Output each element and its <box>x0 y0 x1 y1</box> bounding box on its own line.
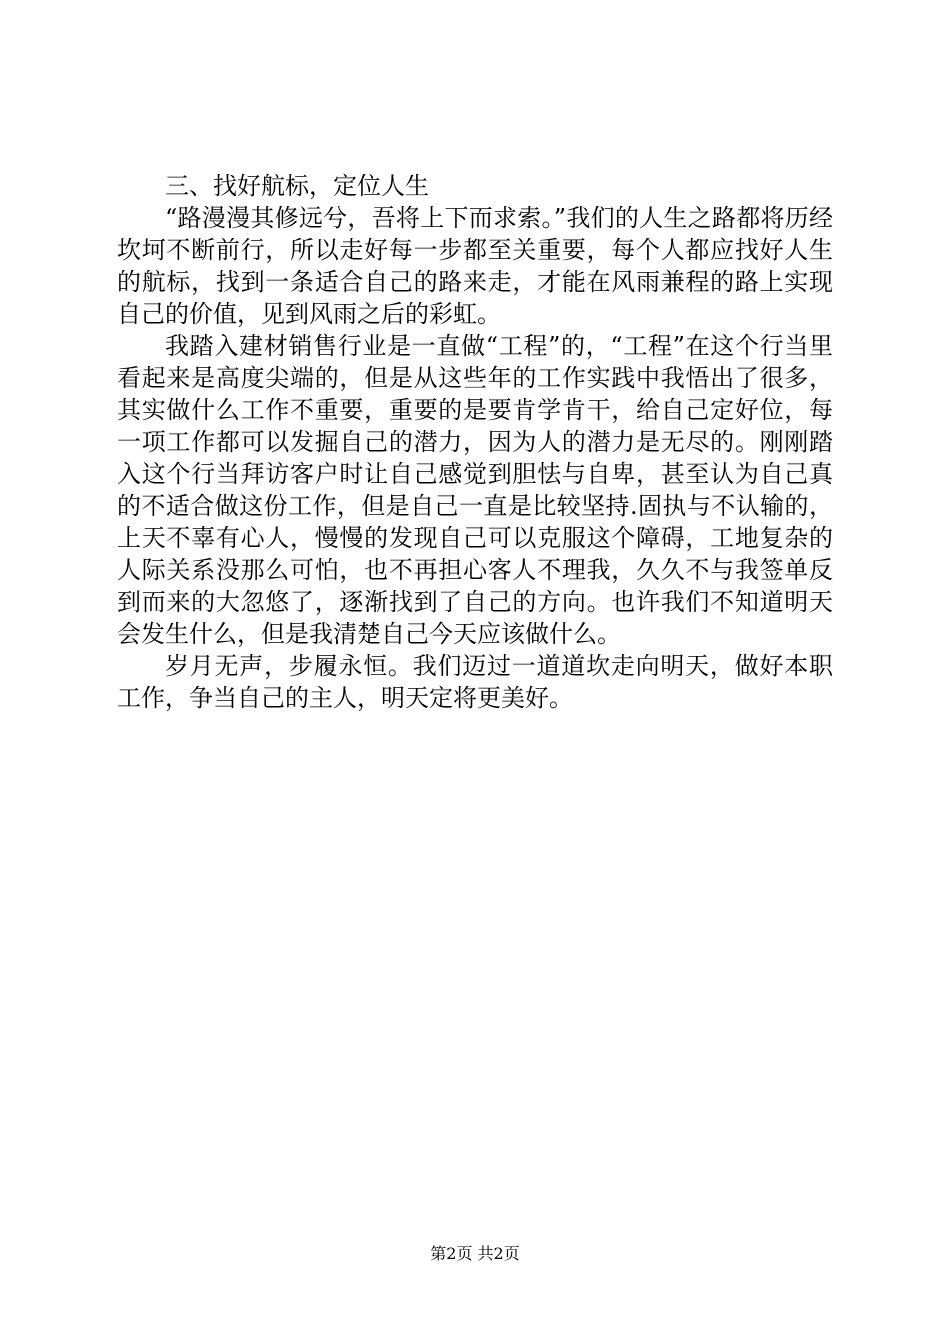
document-body <box>117 170 833 714</box>
page-number-footer: 第2页 共2页 <box>430 1244 520 1263</box>
section-heading: 三、找好航标，定位人生 <box>165 172 429 200</box>
body-paragraph: “路漫漫其修远兮，吾将上下而求索。”我们的人生之路都将历经坎坷不断前行，所以走好每一步都至关重要，每个人都应找好人生的航标，找到一条适合自己的路来走，才能在风雨兼程的路上实现自己的价值，见到风雨之后的彩虹。 <box>117 204 833 328</box>
body-paragraph: 我踏入建材销售行业是一直做“工程”的，“工程”在这个行当里看起来是高度尖端的，但是从这些年的工作实践中我悟出了很多，其实做什么工作不重要，重要的是要肯学肯干，给自己定好位，每一项工作都可以发掘自己的潜力，因为人的潜力是无尽的。刚刚踏入这个行当拜访客户时让自己感觉到胆怯与自卑，甚至认为自己真的不适合做这份工作，但是自己一直是比较坚持.固执与不认输的，上天不辜有心人，慢慢的发现自己可以克服这个障碍，工地复杂的人际关系没那么可怕，也不再担心客人不理我，久久不与我签单反到而来的大忽悠了，逐渐找到了自己的方向。也许我们不知道明天会发生什么，但是我清楚自己今天应该做什么。 <box>117 332 833 648</box>
body-paragraph: 岁月无声，步履永恒。我们迈过一道道坎走向明天，做好本职工作，争当自己的主人，明天定将更美好。 <box>117 652 833 712</box>
